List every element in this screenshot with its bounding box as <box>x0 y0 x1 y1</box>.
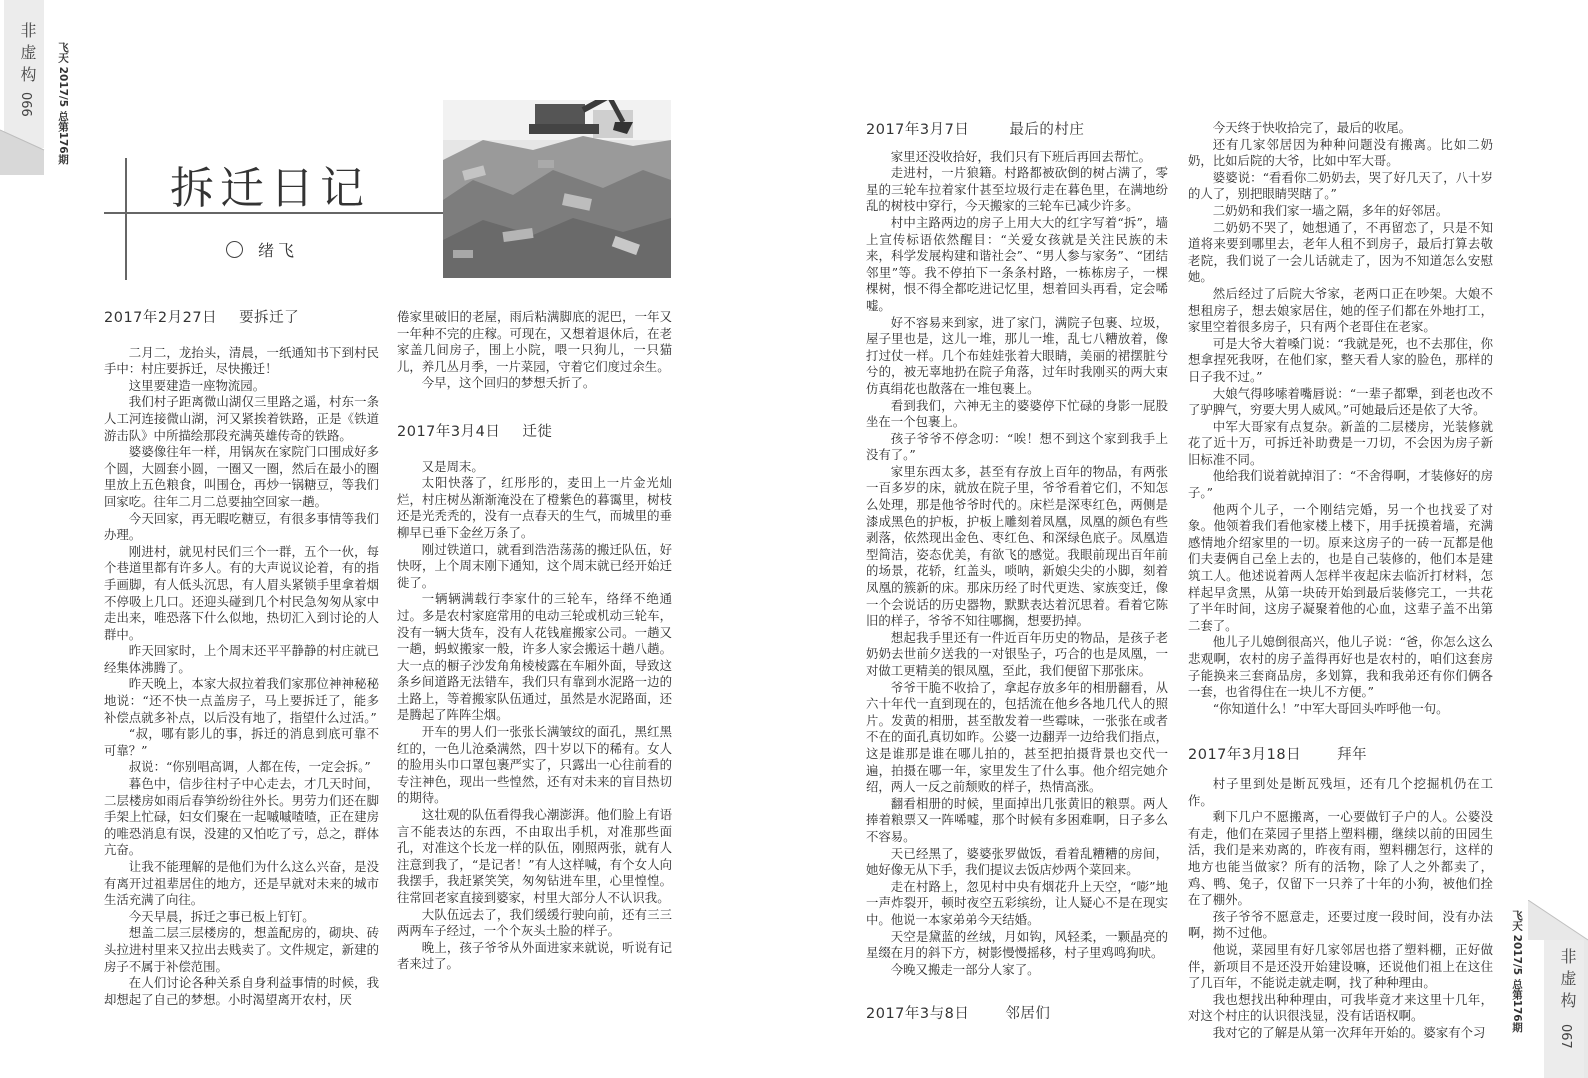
paragraph: 暮色中，信步往村子中心走去，才几天时间，二层楼房如雨后春笋纷纷往外长。男劳力们还在脚手架上忙碌，妇女们聚在一起嘁嘁喳喳，正在建房的唯恐消息有误，没建的又怕吃了亏，总之，群体亢奋。 <box>104 776 379 858</box>
paragraph: 太阳快落了，红彤彤的，麦田上一片金光灿烂，村庄树丛渐渐淹没在了橙紫色的暮霭里，树枝还是光秃秃的，没有一点春天的生气，而城里的垂柳早已垂下金丝万条了。 <box>397 475 672 540</box>
paragraph: 孩子爷爷不愿意走，还要过度一段时间，没有办法啊，拗不过他。 <box>1188 908 1493 941</box>
paragraph: “你知道什么！”中军大哥回头咋呼他一句。 <box>1212 700 1449 716</box>
entry-heading-3 <box>866 122 1168 139</box>
paragraph: 刚过铁道口，就看到浩浩荡荡的搬迁队伍，好快呀，上个周末刚下通知，这个周末就已经开始迁徙了。 <box>397 541 672 590</box>
paragraph: “叔，哪有影儿的事，拆迁的消息到底可靠不可靠？” <box>104 726 379 758</box>
paragraph: 大娘气得哆嗦着嘴唇说：“一辈子都犟，到老也改不了驴脾气，穷要大男人威风。”可她最后还是依了大爷。 <box>1188 385 1493 418</box>
entry-title-4: 邻居们 <box>1005 1006 1051 1022</box>
paragraph: 一辆辆满载行李家什的三轮车，络绎不绝通过。多是农村家庭常用的电动三轮或机动三轮车，没有一辆大货车，没有人花钱雇搬家公司。一趟又一趟，蚂蚁搬家一般，许多人家会搬运十趟八趟。大一点的橱子沙发角角棱棱露在车厢外面，导致这条乡间道路无法错车，我们只有靠到水泥路一边的土路上，等着搬家队伍通过，虽然是水泥路面，还是腾起了阵阵尘烟。 <box>397 591 672 723</box>
paragraph: 晚上，孩子爷爷从外面进家来就说，听说有记者来过了。 <box>397 939 672 972</box>
paragraph: 叔说：“你别唱高调，人都在传，一定会拆。” <box>128 759 371 775</box>
paragraph: 今天早晨，拆迁之事已板上钉钉。 <box>128 908 315 924</box>
entry-heading-1 <box>104 310 379 327</box>
paragraph: 还有几家邻居因为种种问题没有搬离。比如二奶奶，比如后院的大爷，比如中军大哥。 <box>1188 136 1493 169</box>
left-page-number: 066 <box>18 92 33 117</box>
entry-date-5: 2017年3月18日 <box>1188 747 1302 764</box>
paragraph: 然后经过了后院大爷家，老两口正在吵架。大娘不想租房子，想去娘家居住，她的侄子们都在外地打工，家里空着很多房子，只有两个老哥住在老家。 <box>1188 285 1493 335</box>
author-circle-icon <box>226 241 243 258</box>
entry-heading-4 <box>866 1002 1050 1023</box>
paragraph: 二奶奶不哭了，她想通了，不再留恋了，只是不知道将来要到哪里去，老年人租不到房子，最后打算去敬老院，我们说了一会儿话就走了，因为不知道怎么安慰她。 <box>1188 219 1493 285</box>
paragraph: 剩下几户不愿搬离，一心要做钉子户的人。公婆没有走，他们在菜园子里搭上塑料棚，继续以前的田园生活，我们是来劝离的，昨夜有雨，塑料棚怎行，这样的地方也能当做家？所有的活物，除了人之外都卖了，鸡、鸭、兔子，仅留下一只养了十年的小狗，被他们拴在了棚外。 <box>1188 809 1493 908</box>
column-2 <box>397 309 672 973</box>
paragraph: 孩子爷爷不停念叨：“唉！想不到这个家到我手上没有了。” <box>866 430 1168 463</box>
entry-title-3: 最后的村庄 <box>1009 122 1085 138</box>
paragraph: 倦家里破旧的老屋，雨后粘满脚底的泥巴，一年又一年种不完的庄稼。可现在，又想着退休后，在老家盖几间房子，围上小院，喂一只狗儿，一只猫儿，养几丛月季，一片菜园，守着它们度过余生。 <box>397 309 672 374</box>
paragraph: 想盖二层三层楼房的，想盖配房的，砌块、砖头拉进村里来又拉出去贱卖了。文件规定，新建的房子不属于补偿范围。 <box>104 925 379 974</box>
left-section-label: 非虚构 <box>18 22 37 88</box>
left-magazine-name: 飞天 <box>57 42 69 63</box>
paragraph: 村子里到处是断瓦残垣，还有几个挖掘机仍在工作。 <box>1188 775 1493 808</box>
entry-title-1: 要拆迁了 <box>239 310 300 326</box>
paragraph: 他儿子儿媳倒很高兴，他儿子说：“爸，你怎么这么悲观啊，农村的房子盖得再好也是农村的，咱们这套房子能换来三套商品房，多划算，我和我弟还有你们俩各一套，也省得住在一块儿不方便。” <box>1188 634 1493 700</box>
paragraph: 大队伍远去了，我们缓缓行驶向前，还有三三两两车子经过，一个个灰头土脸的样子。 <box>397 906 672 939</box>
paragraph: 今天回家，再无暇吃糖豆，有很多事情等我们办理。 <box>104 510 379 543</box>
paragraph: 家里东西太多，甚至有存放上百年的物品，有两张一百多岁的床，就放在院子里，爷爷看着它们，不知怎么处理，那是他爷爷时代的。床栏是深枣红色，两侧是漆成黑色的护板，护板上雕刻着凤凰，凤凰的颜色有些剥落，依然现出金色、枣红色、和深绿色底子。凤凰造型简洁，姿态优美，有欲飞的感觉。我眼前现出百年前的场景，花轿，红盖头，唢呐，新娘尖尖的小脚，刻着凤凰的簇新的床。那床历经了时代更迭、家族变迁，像一个会说话的历史器物，默默表达着沉思着。看着它陈旧的样子，爷爷不知往哪搁，想要扔掉。 <box>866 463 1168 629</box>
paragraph: 中军大哥家有点复杂。新盖的二层楼房，光装修就花了近十万，可拆迁补助费是一刀切，不会因为房子新旧标准不同。 <box>1188 418 1493 467</box>
paragraph: 可是大爷大着嗓门说：“我就是死，也不去那住，你想拿捏死我呀，在他们家，整天看人家的脸色，那样的日子我不过。” <box>1188 335 1493 384</box>
right-magazine-name: 飞天 <box>1511 910 1523 931</box>
paragraph: 村中主路两边的房子上用大大的红字写着“拆”，墙上宣传标语依然醒目：“关爱女孩就是关注民族的未来，科学发展构建和谐社会”、“男人参与家务”、“团结邻里”等。我不停拍下一条条村路，一栋栋房子，一棵棵树，恨不得全都吃进记忆里，想着回头再看，定会唏嘘。 <box>866 214 1168 313</box>
paragraph: 我对它的了解是从第一次拜年开始的。婆家有个习 <box>1212 1024 1486 1040</box>
paragraph: 让我不能理解的是他们为什么这么兴奋，是没有离开过祖辈居住的地方，还是早就对未来的城市生活充满了向往。 <box>104 859 379 908</box>
column-1 <box>104 310 379 1008</box>
paragraph: 走进村，一片狼籍。村路都被砍倒的树占满了，零星的三轮车拉着家什甚至垃圾行走在暮色里，在满地纷乱的树枝中穿行，今天搬家的三轮车已减少许多。 <box>866 165 1168 214</box>
paragraph: 天已经黑了，婆婆张罗做饭，看着乱糟糟的房间，她好像无从下手，我们提议去饭店炒两个菜回来。 <box>866 845 1168 878</box>
paragraph: 这壮观的队伍看得我心潮澎湃。他们脸上有语言不能表达的东西，不由取出手机，对准那些面孔，对准这个长龙一样的队伍，刚照两张，就有人注意到我了，“是记者！”有人这样喊，有个女人向我摆手，我赶紧笑笑，匆匆钻进车里，心里惶惶。往常回老家直接到婆家，村里大部分人不认识我。 <box>397 807 672 905</box>
paragraph: 我们村子距离微山湖仅三里路之遥，村东一条人工河连接微山湖，河又紧挨着铁路，正是《铁道游击队》中所描绘那段充满英雄传奇的铁路。 <box>104 394 379 443</box>
column-3 <box>866 122 1168 978</box>
article-title: 拆迁日记 <box>170 163 370 214</box>
right-total-issue: 总第176期 <box>1511 978 1523 1033</box>
column-4 <box>1188 120 1493 1041</box>
title-frame-vline <box>125 158 127 280</box>
paragraph: 又是周末。 <box>421 458 484 474</box>
right-issue-line <box>1510 910 1525 1032</box>
paragraph: 今晚又搬走一部分人家了。 <box>890 961 1040 977</box>
paragraph: 在人们讨论各种关系自身利益事情的时候，我却想起了自己的梦想。小时渴望离开农村，厌 <box>104 975 379 1007</box>
paragraph: 想起我手里还有一件近百年历史的物品，是孩子老奶奶去世前夕送我的一对银坠子，巧合的也是凤凰，一对做工更精美的银凤凰，至此，我们便留下那张床。 <box>866 629 1168 678</box>
left-total-issue: 总第176期 <box>57 110 69 165</box>
paragraph: 昨天回家时，上个周末还平平静静的村庄就已经集体沸腾了。 <box>104 643 379 675</box>
left-issue-line <box>56 42 71 164</box>
paragraph: 刚进村，就见村民们三个一群，五个一伙，每个巷道里都有许多人。有的大声说议论着，有的指手画脚，有人低头沉思，有人眉头紧锁手里拿着烟不停吸上几口。还迎头碰到几个村民急匆匆从家中走出来，唯恐落下什么似地，热切汇入到讨论的人群中。 <box>104 543 379 642</box>
paragraph: 他给我们说着就掉泪了：“不舍得啊，才装修好的房子。” <box>1188 468 1493 501</box>
paragraph: 昨天晚上，本家大叔拉着我们家那位神神秘秘地说：“还不快一点盖房子，马上要拆迁了，能多补偿点就多补点，以后没有地了，指望什么过活。” <box>104 676 379 725</box>
paragraph: 天空是黛蓝的丝绒，月如钩，风轻柔，一颗晶亮的星缀在月的斜下方，树影慢慢摇移，村子里鸡鸣狗吠。 <box>866 928 1168 961</box>
paragraph: 看到我们，六神无主的婆婆停下忙碌的身影一屁股坐在一个包裹上。 <box>866 397 1168 430</box>
entry-title-2: 迁徙 <box>522 423 553 440</box>
paragraph: 翻看相册的时候，里面掉出几张黄旧的粮票。两人捧着粮票又一阵唏嘘，那个时候有多困难啊，日子多么不容易。 <box>866 795 1168 844</box>
right-section-label: 非虚构 <box>1558 948 1577 1014</box>
paragraph: 他两个儿子，一个刚结完婚，另一个也找妥了对象。他领着我们看他家楼上楼下，用手抚摸着墙，充满感情地介绍家里的一切。原来这房子的一砖一瓦都是他们夫妻俩自己垒上去的，也是自己装修的，他们本是建筑工人。他述说着两人怎样半夜起床去临沂打材料，怎样起早贪黑，从第一块砖开始到最后装修完工，一共花了半年时间，这房子凝聚着他的心血，这辈子盖不出第二套了。 <box>1188 501 1493 633</box>
entry-date-2: 2017年3月4日 <box>397 423 501 440</box>
left-issue: 2017/5 <box>57 66 69 108</box>
entry-heading-5 <box>1188 747 1493 764</box>
paragraph: 婆婆像往年一样，用锅灰在家院门口围成好多个圆，大圆套小圆，一圈又一圈，然后在最小的圈里放上五色粮食，叫围仓，再炒一锅糖豆，等我们回家吃。往年二月二总要抽空回家一趟。 <box>104 444 379 509</box>
right-issue: 2017/5 <box>1511 934 1523 976</box>
paragraph: 开车的男人们一张张长满皱纹的面孔，黑红黑红的，一色儿沧桑满然，四十岁以下的稀有。女人的脸用头巾口罩包裹严实了，只露出一心往前看的专注神色，现出一些惶然，还有对未来的盲目热切的期待。 <box>397 724 672 806</box>
paragraph: 他说，菜园里有好几家邻居也搭了塑料棚，正好做伴，新项目不是还没开始建设嘛，还说他们祖上在这住了几百年，不能说走就走啊，找了种种理由。 <box>1188 941 1493 991</box>
paragraph: 家里还没收拾好，我们只有下班后再回去帮忙。 <box>890 148 1151 164</box>
paragraph: 今早，这个回归的梦想夭折了。 <box>421 375 596 391</box>
demolition-photo <box>443 100 671 278</box>
paragraph: 这里要建造一座物流园。 <box>128 377 266 393</box>
entry-date-4: 2017年3与8日 <box>866 1006 970 1022</box>
paragraph: 今天终于快收拾完了，最后的收尾。 <box>1212 120 1412 135</box>
paragraph: 走在村路上，忽见村中央有烟花升上天空，“嘭”地一声炸裂开，顿时夜空五彩缤纷，让人疑心不是在现实中。他说一本家弟弟今天结婚。 <box>866 878 1168 927</box>
paragraph: 婆婆说：“看看你二奶奶去，哭了好几天了，八十岁的人了，别把眼睛哭瞎了。” <box>1188 169 1493 202</box>
paragraph: 我也想找出种种理由，可我毕竟才来这里十几年，对这个村庄的认识很浅显，没有话语权啊。 <box>1188 991 1493 1024</box>
paragraph: 爷爷干脆不收拾了，拿起存放多年的相册翻看，从六十年代一直到现在的，包括流在他乡各地几代人的照片。发黄的相册，甚至散发着一些霉味，一张张在或者不在的面孔真切如昨。公婆一边翻弄一边给我们指点，这是谁那是谁在哪儿拍的，甚至把拍摄背景也交代一遍，拍摄在哪一年，家里发生了什么事。他介绍完她介绍，两人一反之前颓败的样子，热情高涨。 <box>866 679 1168 795</box>
entry-date-1: 2017年2月27日 <box>104 310 218 326</box>
paragraph: 二月二，龙抬头，清晨，一纸通知书下到村民手中：村庄要拆迁，尽快搬迁！ <box>104 344 379 377</box>
author-name: 绪飞 <box>258 241 299 260</box>
entry-heading-2 <box>397 424 672 441</box>
entry-date-3: 2017年3月7日 <box>866 122 970 138</box>
paragraph: 好不容易来到家，进了家门，满院子包裹、垃圾，屋子里也是，这儿一堆，那儿一堆，乱七八糟放着，像打过仗一样。几个布娃娃张着大眼睛，美丽的裙摆脏兮兮的，被无辜地扔在院子角落，过年时我刚买的两大束仿真绢花也散落在一堆包裹上。 <box>866 314 1168 396</box>
entry-title-5: 拜年 <box>1337 747 1368 764</box>
paragraph: 二奶奶和我们家一墙之隔，多年的好邻居。 <box>1212 202 1449 218</box>
right-page-number: 067 <box>1558 1024 1573 1049</box>
